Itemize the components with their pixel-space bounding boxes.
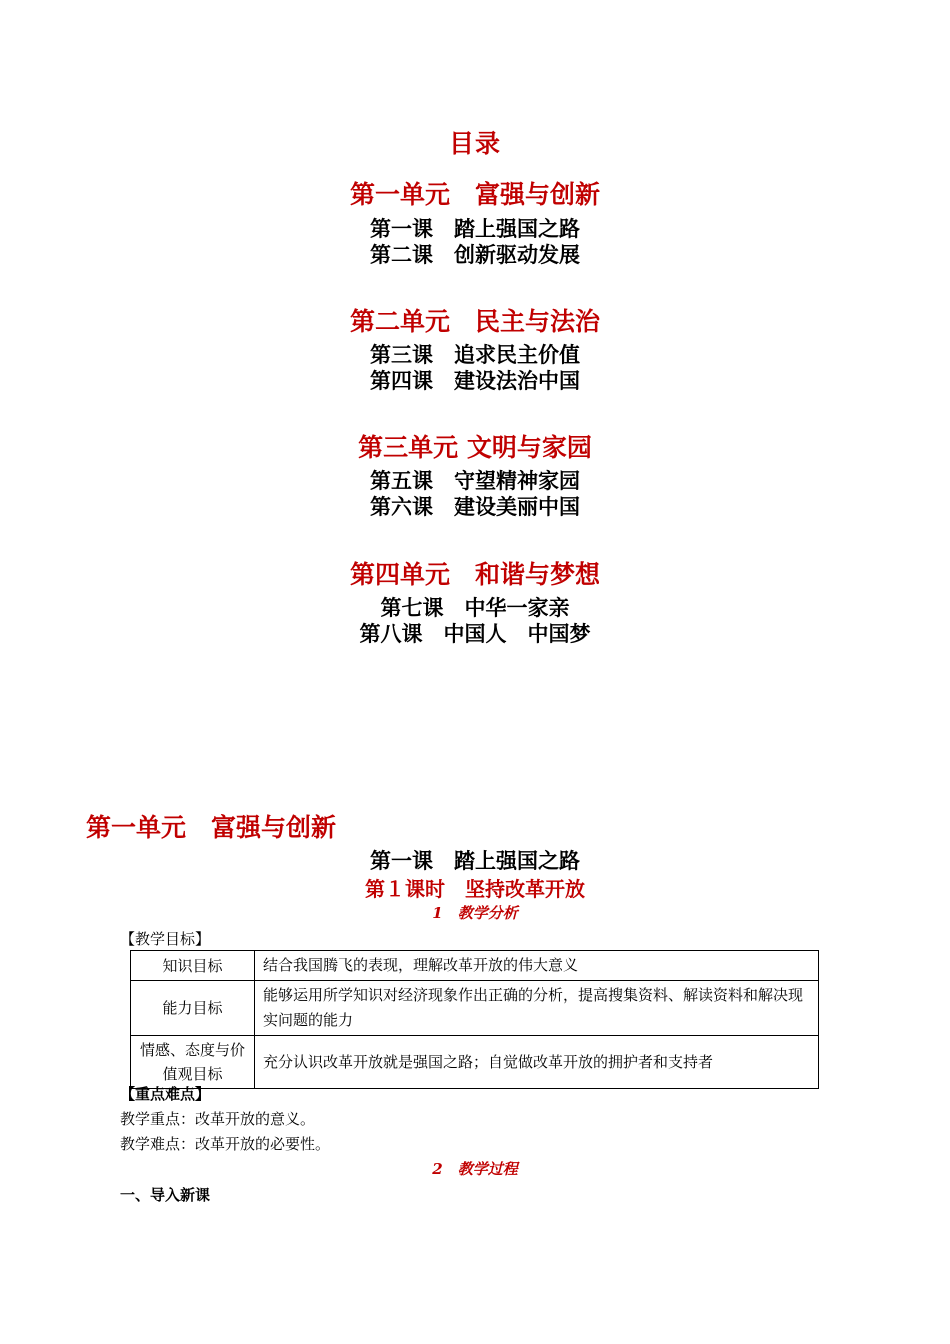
table-row [131, 1036, 819, 1089]
section-unit-title: 第一单元 富强与创新 [86, 813, 337, 842]
difficulty-line [120, 1133, 330, 1154]
toc-lesson-2: 第二课 创新驱动发展 [370, 243, 580, 267]
goals-table [130, 950, 819, 1089]
difficulty-label: 教学难点： [120, 1135, 196, 1153]
goal-label-ability: 能力目标 [131, 981, 255, 1036]
toc-lesson-5: 第五课 守望精神家园 [370, 469, 580, 493]
goal-value-knowledge: 结合我国腾飞的表现，理解改革开放的伟大意义 [255, 951, 819, 981]
analysis-heading: 1 教学分析 [432, 904, 518, 922]
toc-unit-3-title: 第三单元 文明与家园 [358, 433, 592, 462]
toc-unit-2-title: 第二单元 民主与法治 [349, 307, 600, 336]
key-heading: 【重点难点】 [120, 1085, 211, 1103]
toc-lesson-6: 第六课 建设美丽中国 [370, 495, 580, 519]
toc-lesson-8: 第八课 中国人 中国梦 [359, 622, 591, 646]
toc-unit-4-title: 第四单元 和谐与梦想 [349, 560, 600, 589]
toc-unit-1-title: 第一单元 富强与创新 [349, 180, 600, 209]
section-lesson-title: 第一课 踏上强国之路 [370, 849, 580, 873]
toc-lesson-4: 第四课 建设法治中国 [370, 369, 580, 393]
toc-lesson-1: 第一课 踏上强国之路 [370, 217, 580, 241]
key-point-text: 改革开放的意义。 [195, 1110, 316, 1128]
toc-title: 目录 [448, 129, 501, 158]
key-point-label: 教学重点： [120, 1110, 196, 1128]
goals-heading: 【教学目标】 [120, 930, 211, 948]
toc-lesson-7: 第七课 中华一家亲 [380, 596, 570, 620]
toc-lesson-3: 第三课 追求民主价值 [370, 343, 580, 367]
process-heading: 2 教学过程 [432, 1160, 518, 1178]
table-row [131, 951, 819, 981]
section-period-title: 第１课时 坚持改革开放 [365, 877, 585, 901]
goal-label-attitude: 情感、态度与价值观目标 [131, 1036, 255, 1089]
key-point-line [120, 1108, 315, 1129]
difficulty-text: 改革开放的必要性。 [195, 1135, 331, 1153]
intro-heading: 一、导入新课 [120, 1186, 211, 1204]
goal-label-knowledge: 知识目标 [131, 951, 255, 981]
table-row [131, 981, 819, 1036]
goal-value-attitude: 充分认识改革开放就是强国之路；自觉做改革开放的拥护者和支持者 [255, 1036, 819, 1089]
goal-value-ability: 能够运用所学知识对经济现象作出正确的分析，提高搜集资料、解读资料和解决现实问题的能力 [255, 981, 819, 1036]
